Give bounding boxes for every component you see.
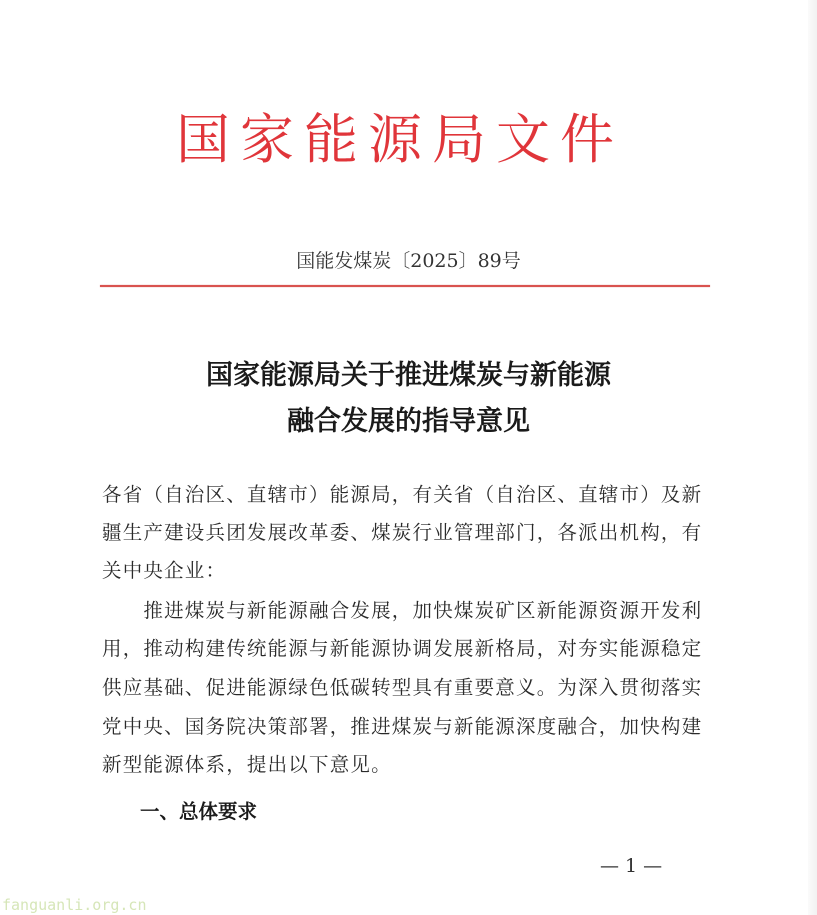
paragraph-line-4: 党中央、国务院决策部署，推进煤炭与新能源深度融合，加快构建: [102, 715, 703, 738]
paragraph-line-3: 供应基础、促进能源绿色低碳转型具有重要意义。为深入贯彻落实: [102, 676, 703, 699]
document-title-line-2: 融合发展的指导意见: [287, 406, 530, 437]
issuer-header: 国家能源局文件: [176, 108, 624, 171]
addressee-line-2: 疆生产建设兵团发展改革委、煤炭行业管理部门，各派出机构，有: [102, 521, 703, 544]
section-heading: 一、总体要求: [140, 800, 258, 823]
watermark: fanguanli.org.cn: [2, 896, 147, 914]
paragraph-line-2: 用，推动构建传统能源与新能源协调发展新格局，对夯实能源稳定: [102, 637, 703, 660]
red-divider-rule: [100, 285, 710, 287]
document-number: 国能发煤炭〔2025〕89号: [296, 250, 521, 272]
document-title-line-1: 国家能源局关于推进煤炭与新能源: [206, 360, 611, 391]
addressee-line-3: 关中央企业：: [102, 559, 227, 582]
paragraph-line-1: 推进煤炭与新能源融合发展，加快煤炭矿区新能源资源开发利: [102, 599, 703, 622]
page-edge-shadow: [808, 0, 817, 915]
page-number: — 1 —: [600, 855, 663, 877]
paragraph-line-5: 新型能源体系，提出以下意见。: [102, 753, 392, 776]
addressee-line-1: 各省（自治区、直辖市）能源局，有关省（自治区、直辖市）及新: [102, 483, 703, 506]
